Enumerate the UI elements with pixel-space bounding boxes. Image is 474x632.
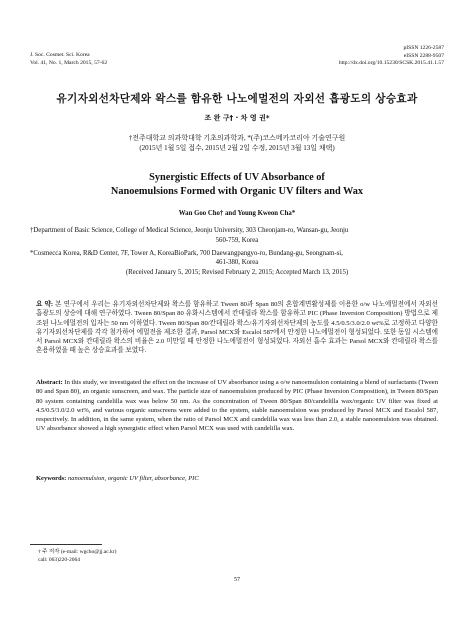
affiliation-1: [30, 226, 444, 246]
english-title-line: Nanoemulsions Formed with Organic UV filters and Wax: [110, 185, 364, 197]
keywords-text: nanoemulsion, organic UV filter, absorbance, PIC: [67, 475, 199, 482]
keywords: [36, 475, 438, 482]
journal-header-right: [339, 45, 444, 68]
affiliation-1-text: †Department of Basic Science, College of Medical Science, Jeonju University, 303 Cheonjam-ro, Wansan-gu, Jeonju: [30, 227, 349, 234]
journal-volume: Vol. 41, No. 1, March 2015, 57-62: [30, 59, 108, 66]
doi-link[interactable]: http://dx.doi.org/10.15230/SCSK.2015.41.1.57: [338, 60, 444, 66]
journal-header-left: [30, 52, 107, 67]
english-affiliations: [30, 226, 444, 281]
footnote-divider: [30, 544, 102, 545]
english-title-line: Synergistic Effects of UV Absorbance of: [149, 172, 325, 183]
affiliation-1-postal: 560-759, Korea: [215, 236, 259, 244]
english-dates: (Received January 5, 2015; Revised February 2, 2015; Accepted March 13, 2015): [125, 269, 349, 277]
footnote: [38, 549, 116, 564]
journal-name: J. Soc. Cosmet. Sci. Korea: [30, 52, 90, 58]
korean-affiliation: [30, 133, 444, 153]
footnote-email: † 주 저자 (e-mail: wgcho@jj.ac.kr): [38, 549, 117, 555]
keywords-label: Keywords:: [36, 475, 67, 482]
korean-affiliation-line: †전주대학교 의과학대학 기초의과학과, *(주)코스메카코리아 기술연구원: [128, 134, 346, 142]
korean-abstract-text: 본 연구에서 우리는 유기자외선차단제와 왁스를 함유하고 Tween 80과 Span 80의 혼합계면활성제를 이용한 o/w 나노에멀전에서 자외선 흡광도의 상승에 대해 연구하였다. Tween 80/Span 80 유화시스템에서 칸데릴라 왁스를 함유하고 PIC (Phase Inversion Composition) 방법으로 제조된 나노에멀전의 입자는 50 nm 이하였다. Tween 80/Span 80/칸데릴라 왁스/유기자외선차단제의 농도를 4.5/0.5/3.0/2.0 wt%로 고정하고 다양한 유기자외선차단제를 각각 첨가하여 에멀전을 제조한 결과, Parsol MCX와 Escalol 587에서 안정한 나노에멀전이 형성되었다. 또한 동일 시스템에서 Parsol MCX와 칸데릴라 왁스의 비율은 2.0 미만일 때 안정한 나노에멀전이 형성되었다. 자외선 흡수 효과는 Parsol MCX와 칸데릴라 왁스를 혼용하였을 때 높은 상승효과를 보였다.: [36, 301, 438, 355]
footnote-phone: call: 063)220-2064: [38, 556, 81, 563]
korean-abstract-label: 요 약:: [36, 301, 54, 308]
eissn: eISSN 2288-9507: [403, 52, 444, 59]
english-abstract-label: Abstract:: [36, 379, 63, 386]
korean-abstract: [36, 300, 438, 356]
english-abstract: [36, 378, 438, 434]
korean-dates: (2015년 1월 5일 접수, 2015년 2월 2일 수정, 2015년 3월 13일 채택): [139, 144, 335, 152]
english-abstract-text: In this study, we investigated the effect on the increase of UV absorbance using a o/w nanoemulsion containing a blend of surfactants (Tween 80 and Span 80), an organic sunscreen, and wax. The particle size of nanoemulsion produced by PIC (Phase Inversion Composition), in Tween 80/Span 80 system containing candelilla wax was below 50 nm. As the concentration of Tween 80/Span 80/candelilla wax/organic UV filter was fixed at 4.5/0.5/3.0/2.0 wt%, and various organic sunscreens were added to the system, stable nanoemulsion was produced by Parsol MCX and Escalol 587, respectively. In addition, in the same system, when the ratio of Parsol MCX and candelilla wax was less than 2.0, a stable nanoemulsion was obtained. UV absorbance showed a high synergistic effect when Parsol MCX was used with candelilla wax.: [36, 379, 438, 433]
page-number: 57: [234, 577, 240, 583]
affiliation-2-text: *Cosmecca Korea, R&D Center, 7F, Tower A, KoreaBioPark, 700 Daewangpangyo-ro, Bundang-gu, Seongnam-si,: [30, 249, 343, 257]
korean-authors: 조 완 구† · 차 영 권*: [204, 114, 270, 122]
affiliation-2: [30, 249, 444, 278]
english-authors: Wan Goo Cho† and Young Kweon Cha*: [178, 210, 296, 217]
english-title: [30, 171, 444, 198]
affiliation-2-postal: 461-380, Korea: [215, 259, 259, 267]
pissn: pISSN 1226-2587: [403, 45, 444, 51]
korean-title: 유기자외선차단제와 왁스를 함유한 나노에멀전의 자외선 흡광도의 상승효과: [56, 93, 418, 105]
